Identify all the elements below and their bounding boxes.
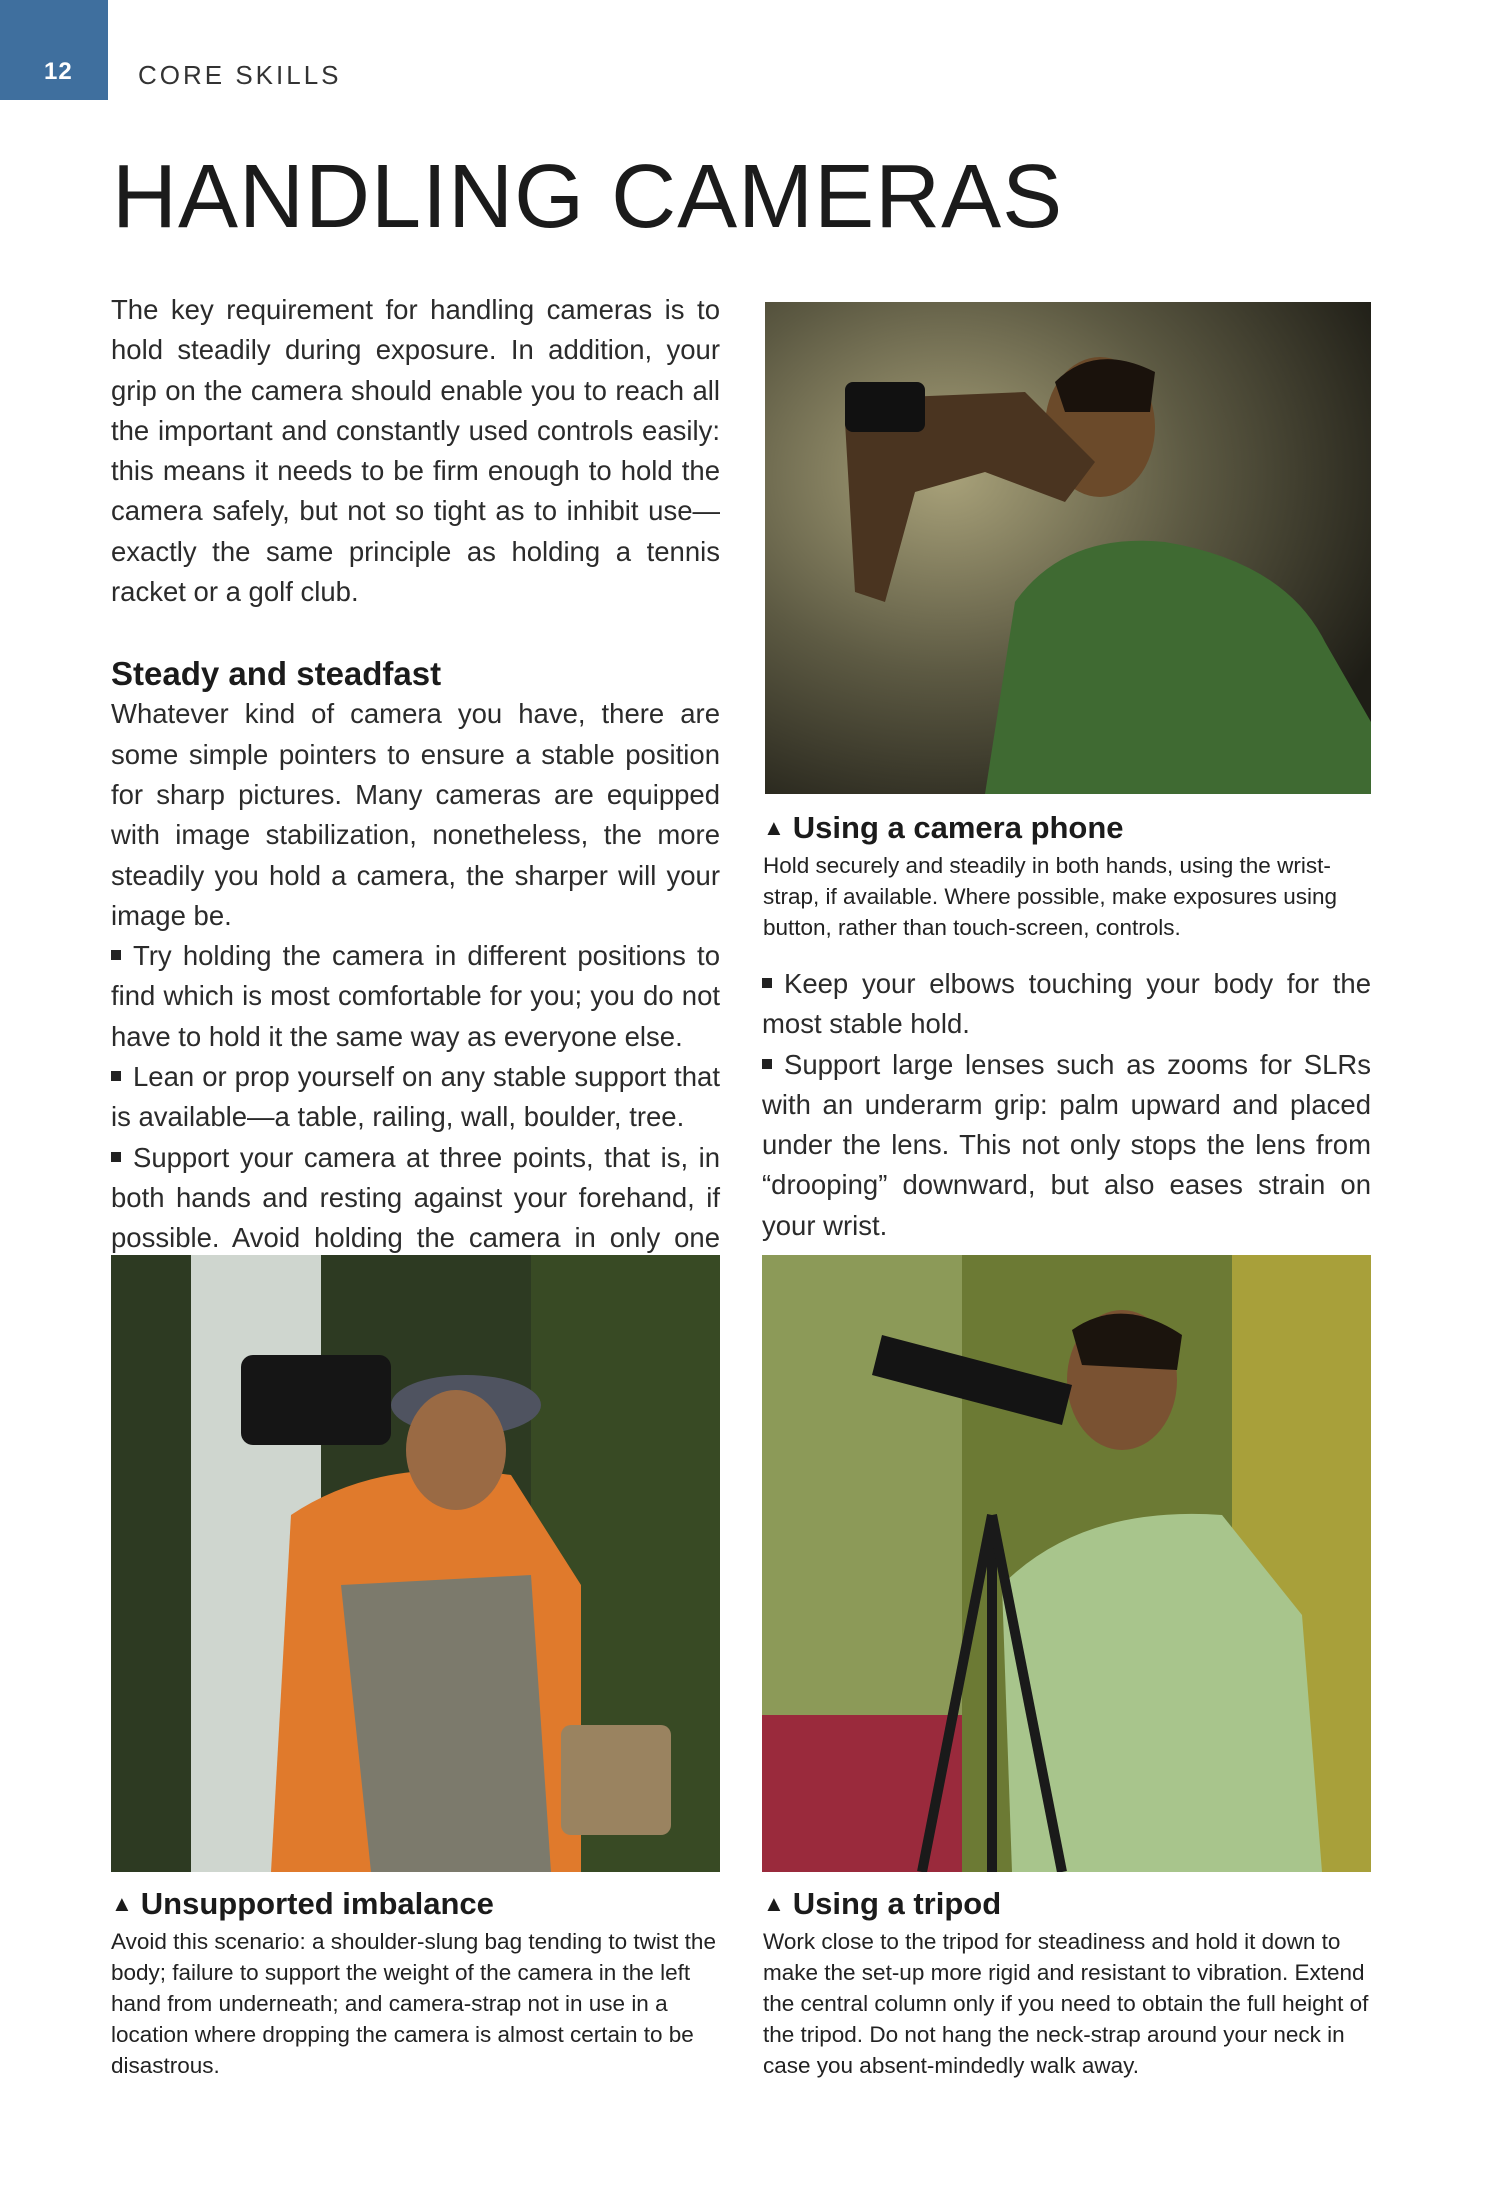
bullet-item — [762, 964, 1371, 1045]
bullet-item — [762, 1045, 1371, 1246]
right-column — [762, 964, 1371, 1246]
intro-paragraph: The key requirement for handling cameras is to hold steadily during exposure. In addition, your grip on the camera should enable you to reach all the important and constantly used controls easily: this means it needs to be firm enough to hold the camera safely, but not so tight as to inhibit use—exactly the same principle as holding a tennis racket or a golf club. — [111, 294, 720, 608]
bullet-square-icon — [762, 1059, 772, 1069]
bullet-square-icon — [762, 978, 772, 988]
unsupported-imbalance-illustration — [111, 1255, 720, 1872]
bullet-square-icon — [111, 950, 121, 960]
caption-body: Hold securely and steadily in both hands, using the wrist-strap, if available. Where possible, make exposures using button, rather than touch-screen, controls. — [763, 853, 1338, 940]
bullet-item — [111, 1057, 720, 1138]
bullet-text: Lean or prop yourself on any stable support that is available—a table, railing, wall, boulder, tree. — [111, 1061, 720, 1133]
section-heading: Steady and steadfast — [111, 655, 442, 693]
section-paragraph: Whatever kind of camera you have, there are some simple pointers to ensure a stable position for sharp pictures. Many cameras are equipped with image stabilization, nonetheless, the more steadily you hold a camera, the sharper will your image be. — [111, 698, 720, 931]
photo-tripod — [762, 1255, 1371, 1872]
caption-body: Work close to the tripod for steadiness and hold it down to make the set-up more rigid and resistant to vibration. Extend the central column only if you need to obtain the full height of the tripod. Do not hang the neck-strap around your neck in case you absent-mindedly walk away. — [763, 1929, 1369, 2078]
bullet-square-icon — [111, 1071, 121, 1081]
bullet-text: Support your camera at three points, that is, in both hands and resting against your forehand, if possible. Avoid holding the camera in only one — [111, 1141, 720, 1254]
caption-camera-phone — [763, 810, 1375, 943]
triangle-up-icon: ▲ — [763, 815, 785, 840]
left-column — [111, 290, 720, 1299]
triangle-up-icon: ▲ — [111, 1891, 133, 1916]
tripod-illustration — [762, 1255, 1371, 1872]
bullet-text: Keep your elbows touching your body for the most stable hold. — [762, 968, 1371, 1040]
photo-camera-phone — [765, 302, 1371, 794]
caption-body: Avoid this scenario: a shoulder-slung bag tending to twist the body; failure to support the weight of the camera in the left hand from underneath; and camera-strap not in use in a location where dropping the camera is almost certain to be disastrous. — [111, 1929, 716, 2078]
page-title: HANDLING CAMERAS — [112, 147, 1064, 247]
camera-phone-illustration — [765, 302, 1371, 794]
caption-title: ▲ Using a tripod — [763, 1886, 1002, 1921]
bullet-text: Try holding the camera in different positions to find which is most comfortable for you; you do not have to hold it the same way as everyone else. — [111, 940, 720, 1052]
section-label: CORE SKILLS — [138, 60, 342, 90]
caption-unsupported-imbalance — [111, 1886, 723, 2081]
page-number: 12 — [44, 58, 73, 85]
bullet-item — [111, 936, 720, 1057]
bullet-text: Support large lenses such as zooms for SLRs with an underarm grip: palm upward and placed under the lens. This not only stops the lens from “drooping” downward, but also eases strain on your wrist. — [762, 1048, 1371, 1241]
bullet-square-icon — [111, 1152, 121, 1162]
caption-title: ▲ Unsupported imbalance — [111, 1886, 494, 1921]
caption-tripod — [763, 1886, 1375, 2081]
photo-unsupported-imbalance — [111, 1255, 720, 1872]
caption-title: ▲ Using a camera phone — [763, 810, 1124, 845]
triangle-up-icon: ▲ — [763, 1891, 785, 1916]
